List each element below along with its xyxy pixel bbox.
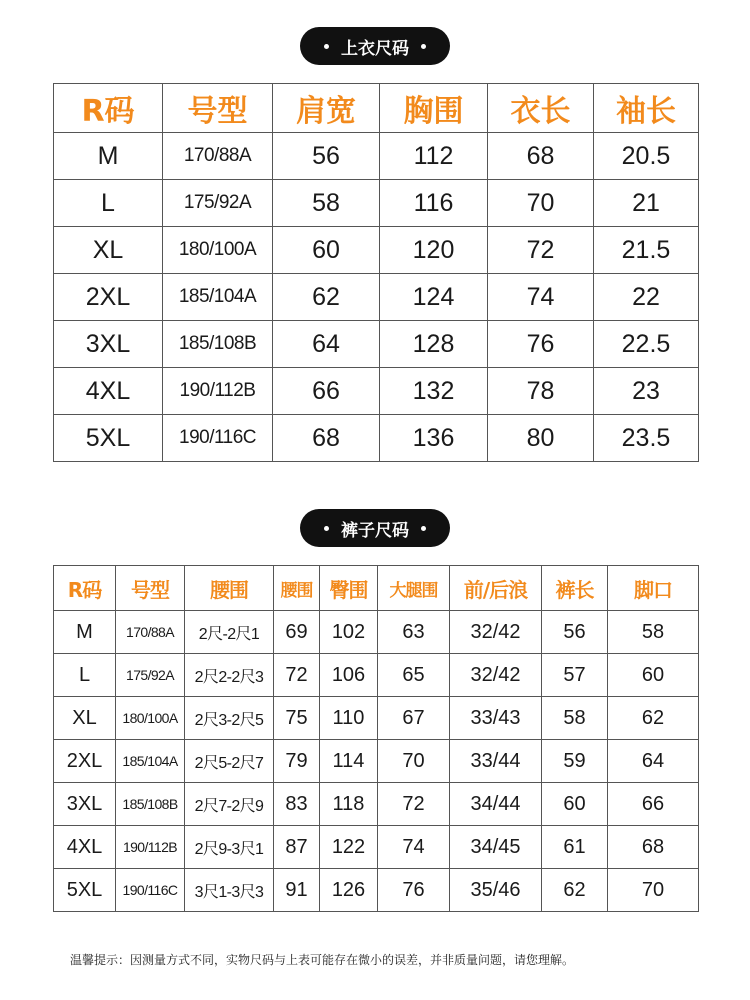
footnote: 温馨提示：因测量方式不同，实物尺码与上表可能存在微小的误差，并非质量问题，请您理解。 [70,953,575,967]
top-table-row [54,133,699,180]
table-cell: 67 [378,697,450,740]
header-leg-opening: 脚口 [608,566,699,611]
header-rise: 前/后浪 [450,566,542,611]
table-cell: XL [54,697,116,740]
table-cell: 128 [380,321,488,368]
table-cell: 91 [274,869,320,912]
table-cell: 120 [380,227,488,274]
table-cell: 70 [488,180,594,227]
table-cell: 76 [488,321,594,368]
table-cell: 2XL [54,740,116,783]
table-cell: 69 [274,611,320,654]
table-cell: 2尺7-2尺9 [185,783,274,826]
table-cell: 66 [273,368,380,415]
table-cell: 2尺2-2尺3 [185,654,274,697]
table-cell: 68 [273,415,380,462]
table-cell: 170/88A [116,611,185,654]
bullet-dot-icon [324,44,329,49]
header-shoulder: 肩宽 [273,84,380,133]
table-cell: 56 [273,133,380,180]
header-sleeve: 袖长 [594,84,699,133]
table-cell: 2尺3-2尺5 [185,697,274,740]
pants-table-row [54,783,699,826]
table-cell: 76 [378,869,450,912]
table-cell: 59 [542,740,608,783]
table-cell: 72 [274,654,320,697]
table-cell: 4XL [54,826,116,869]
pants-table-row [54,826,699,869]
top-table-row [54,415,699,462]
table-cell: XL [54,227,163,274]
table-cell: 190/112B [163,368,273,415]
top-size-table [53,83,699,462]
table-cell: 60 [273,227,380,274]
table-cell: 102 [320,611,378,654]
table-cell: 66 [608,783,699,826]
table-cell: 79 [274,740,320,783]
table-cell: 118 [320,783,378,826]
table-cell: 68 [608,826,699,869]
table-cell: 5XL [54,869,116,912]
bottom-section-title: 裤子尺码 [341,520,409,541]
table-cell: 136 [380,415,488,462]
table-cell: 62 [608,697,699,740]
pants-table-row [54,740,699,783]
table-cell: 114 [320,740,378,783]
table-cell: M [54,133,163,180]
header-hip: 臀围 [320,566,378,611]
table-cell: 170/88A [163,133,273,180]
table-cell: 180/100A [163,227,273,274]
table-cell: 180/100A [116,697,185,740]
header-waist: 腰围 [274,566,320,611]
table-cell: 60 [608,654,699,697]
table-cell: 112 [380,133,488,180]
header-model: 号型 [163,84,273,133]
table-cell: 75 [274,697,320,740]
table-cell: M [54,611,116,654]
table-cell: 21 [594,180,699,227]
table-cell: 175/92A [116,654,185,697]
table-cell: 3XL [54,783,116,826]
pants-table-row [54,611,699,654]
table-cell: 21.5 [594,227,699,274]
header-thigh: 大腿围 [378,566,450,611]
top-table-header-row [54,84,699,133]
table-cell: 185/104A [116,740,185,783]
table-cell: 122 [320,826,378,869]
pants-table-row [54,697,699,740]
table-cell: 20.5 [594,133,699,180]
table-cell: L [54,180,163,227]
table-cell: 64 [273,321,380,368]
table-cell: 60 [542,783,608,826]
table-cell: 70 [608,869,699,912]
table-cell: 2XL [54,274,163,321]
bottom-section-title-pill [300,509,450,547]
table-cell: 62 [542,869,608,912]
pants-table-row [54,869,699,912]
table-cell: 83 [274,783,320,826]
table-cell: 2尺-2尺1 [185,611,274,654]
table-cell: 106 [320,654,378,697]
table-cell: 74 [378,826,450,869]
bullet-dot-icon [324,526,329,531]
table-cell: 185/108B [116,783,185,826]
table-cell: 175/92A [163,180,273,227]
top-table-row [54,180,699,227]
table-cell: 70 [378,740,450,783]
header-waist-range: 腰围 [185,566,274,611]
table-cell: 124 [380,274,488,321]
table-cell: 190/116C [116,869,185,912]
table-cell: 56 [542,611,608,654]
table-cell: 185/108B [163,321,273,368]
table-cell: 78 [488,368,594,415]
table-cell: 58 [608,611,699,654]
table-cell: 72 [488,227,594,274]
table-cell: 4XL [54,368,163,415]
table-cell: 3尺1-3尺3 [185,869,274,912]
top-table-row [54,227,699,274]
table-cell: 72 [378,783,450,826]
table-cell: 80 [488,415,594,462]
table-cell: 22 [594,274,699,321]
top-table-row [54,321,699,368]
table-cell: 2尺5-2尺7 [185,740,274,783]
table-cell: 33/44 [450,740,542,783]
table-cell: 87 [274,826,320,869]
table-cell: 3XL [54,321,163,368]
top-section-title-pill [300,27,450,65]
table-cell: 34/45 [450,826,542,869]
table-cell: 68 [488,133,594,180]
table-cell: 110 [320,697,378,740]
top-table-row [54,368,699,415]
table-cell: 23.5 [594,415,699,462]
header-size: R码 [54,566,116,611]
table-cell: 23 [594,368,699,415]
bullet-dot-icon [421,44,426,49]
pants-table-row [54,654,699,697]
table-cell: 61 [542,826,608,869]
table-cell: 5XL [54,415,163,462]
bullet-dot-icon [421,526,426,531]
top-table-row [54,274,699,321]
table-cell: 132 [380,368,488,415]
table-cell: 34/44 [450,783,542,826]
table-cell: 22.5 [594,321,699,368]
table-cell: 190/116C [163,415,273,462]
table-cell: 33/43 [450,697,542,740]
table-cell: 185/104A [163,274,273,321]
table-cell: 190/112B [116,826,185,869]
table-cell: 64 [608,740,699,783]
table-cell: 57 [542,654,608,697]
table-cell: 35/46 [450,869,542,912]
table-cell: 65 [378,654,450,697]
top-section-title: 上衣尺码 [341,38,409,59]
table-cell: 116 [380,180,488,227]
table-cell: 62 [273,274,380,321]
header-model: 号型 [116,566,185,611]
pants-table-header-row [54,566,699,611]
header-length: 衣长 [488,84,594,133]
table-cell: 32/42 [450,654,542,697]
table-cell: L [54,654,116,697]
table-cell: 2尺9-3尺1 [185,826,274,869]
pants-size-table [53,565,699,912]
table-cell: 63 [378,611,450,654]
header-chest: 胸围 [380,84,488,133]
table-cell: 58 [273,180,380,227]
table-cell: 126 [320,869,378,912]
header-pants-length: 裤长 [542,566,608,611]
table-cell: 58 [542,697,608,740]
table-cell: 32/42 [450,611,542,654]
table-cell: 74 [488,274,594,321]
header-size: R码 [54,84,163,133]
